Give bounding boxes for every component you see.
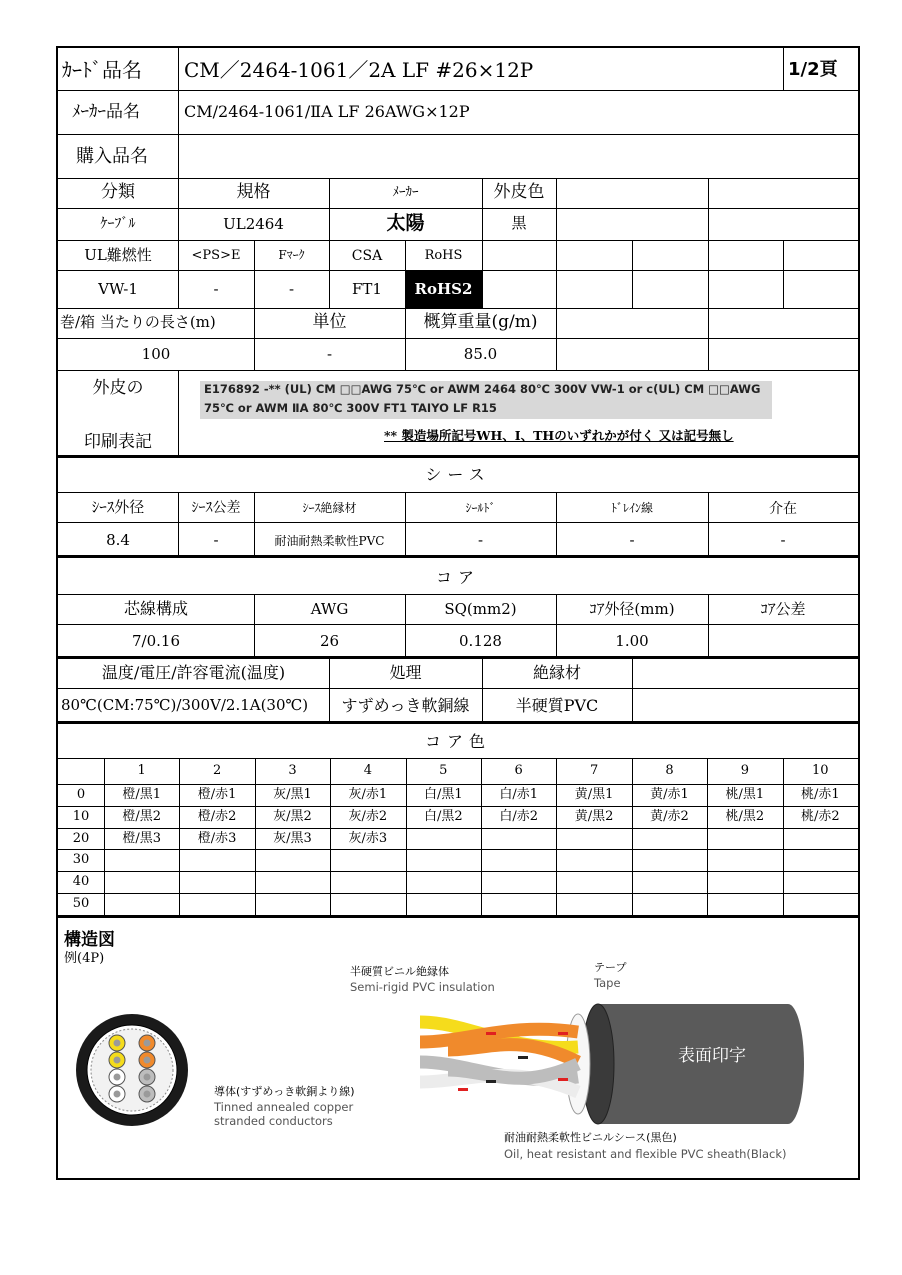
color-cell: 灰/赤2 xyxy=(348,808,388,824)
sheath-header-od: ｼｰｽ外径 xyxy=(91,498,145,516)
core-value-sq: 0.128 xyxy=(459,632,502,650)
color-cell: 白/赤1 xyxy=(499,787,539,802)
color-row-label: 10 xyxy=(72,808,90,824)
unit-label: 単位 xyxy=(312,312,347,332)
core-header-od: ｺｱ外径(mm) xyxy=(589,600,675,618)
sheath-value-shield: - xyxy=(477,531,484,549)
jacket-color-value: 黒 xyxy=(511,214,527,232)
color-col-header: 6 xyxy=(514,763,523,778)
color-cell: 灰/赤3 xyxy=(348,830,388,846)
insulation-value: 半硬質PVC xyxy=(515,696,599,715)
sheath-header-drain: ﾄﾞﾚｲﾝ線 xyxy=(610,501,653,515)
insulation-label-en: Semi-rigid PVC insulation xyxy=(350,980,495,994)
rohs-value: RoHS2 xyxy=(414,280,473,298)
color-cell: 橙/赤3 xyxy=(197,830,237,846)
standard-value: UL2464 xyxy=(223,215,284,233)
treatment-label: 処理 xyxy=(389,663,422,682)
weight-value: 85.0 xyxy=(463,345,498,363)
color-cell: 橙/黒3 xyxy=(122,830,162,846)
sheath-header-filler: 介在 xyxy=(769,501,797,517)
color-row-label: 0 xyxy=(76,787,86,802)
color-cell: 灰/黒1 xyxy=(273,787,312,802)
classification-value: ｹｰﾌﾞﾙ xyxy=(100,216,136,232)
sheath-value-drain: - xyxy=(629,531,635,549)
purchase-name-label: 購入品名 xyxy=(76,146,148,167)
color-col-header: 1 xyxy=(137,763,146,778)
manufacturer-label: ﾒｰｶｰ xyxy=(392,185,419,200)
temp-label: 温度/電圧/許容電流(温度) xyxy=(101,663,286,682)
color-col-header: 8 xyxy=(665,763,674,778)
color-col-header: 9 xyxy=(740,763,750,778)
sheath-header-material: ｼｰｽ絶縁材 xyxy=(302,501,357,515)
page-number: 1/2頁 xyxy=(788,59,838,80)
conductor-label-jp: 導体(すずめっき軟銅より線) xyxy=(214,1085,355,1098)
printing-line-1: E176892 -** (UL) CM □□AWG 75℃ or AWM 2464 80℃ 300V VW-1 or c(UL) CM □□AWG xyxy=(204,382,761,396)
standard-label: 規格 xyxy=(236,182,271,202)
conductor-label-en-1: Tinned annealed copper xyxy=(214,1100,354,1114)
color-cell: 白/黒2 xyxy=(423,808,463,824)
csa-label: CSA xyxy=(351,248,383,264)
rohs-label: RoHS xyxy=(424,248,463,263)
printing-line-2: 75℃ or AWM ⅡA 80℃ 300V FT1 TAIYO LF R15 xyxy=(204,401,497,415)
jacket-color-label: 外皮色 xyxy=(493,182,545,202)
card-name-value: CM／2464-1061／2A LF #26×12P xyxy=(184,58,534,82)
color-cell: 黄/赤1 xyxy=(650,787,689,802)
color-col-header: 2 xyxy=(212,763,222,778)
insulation-label-jp: 半硬質ビニル絶縁体 xyxy=(350,965,449,978)
core-header-sq: SQ(mm2) xyxy=(444,600,517,618)
color-col-header: 5 xyxy=(439,763,448,778)
color-cell: 桃/黒1 xyxy=(725,787,765,802)
temp-value: 80℃(CM:75℃)/300V/2.1A(30℃) xyxy=(61,696,309,714)
color-row-label: 20 xyxy=(72,830,90,846)
treatment-value: すずめっき軟銅線 xyxy=(341,696,470,715)
sheath-label-en: Oil, heat resistant and flexible PVC sheath(Black) xyxy=(504,1147,787,1161)
color-col-header: 10 xyxy=(812,763,829,778)
classification-label: 分類 xyxy=(101,182,135,202)
sheath-header-shield: ｼｰﾙﾄﾞ xyxy=(465,501,496,515)
color-cell: 黄/黒2 xyxy=(574,808,614,824)
sheath-value-od: 8.4 xyxy=(106,531,130,549)
color-cell: 桃/赤2 xyxy=(800,808,840,824)
color-cell: 橙/黒2 xyxy=(122,808,162,824)
core-header-strand: 芯線構成 xyxy=(123,599,188,618)
core-value-od: 1.00 xyxy=(615,632,649,650)
sheath-label-jp: 耐油耐熱柔軟性ビニルシース(黒色) xyxy=(504,1131,677,1144)
ul-flame-value: VW-1 xyxy=(98,280,138,298)
printing-label-bottom: 印刷表記 xyxy=(84,432,152,452)
maker-name-value: CM/2464-1061/ⅡA LF 26AWG×12P xyxy=(184,102,470,121)
core-value-strand: 7/0.16 xyxy=(132,632,180,650)
unit-value: - xyxy=(326,345,333,363)
length-label: 巻/箱 当たりの長さ(m) xyxy=(60,313,216,331)
core-color-title: コア色 xyxy=(424,732,491,751)
sheath-section-title: シース xyxy=(425,465,491,484)
diagram-example: 例(4P) xyxy=(64,951,105,966)
manufacturer-value: 太陽 xyxy=(386,212,425,234)
maker-name-label: ﾒｰｶｰ品名 xyxy=(72,102,140,122)
color-row-label: 30 xyxy=(72,852,90,868)
surface-print-label: 表面印字 xyxy=(678,1046,746,1066)
tape-label-jp: テープ xyxy=(594,961,627,974)
color-row-label: 50 xyxy=(72,896,90,911)
printing-label-top: 外皮の xyxy=(92,378,144,398)
length-value: 100 xyxy=(141,345,171,363)
core-header-tol: ｺｱ公差 xyxy=(760,600,806,618)
cable-side-diagram xyxy=(408,992,818,1132)
insulation-label: 絶縁材 xyxy=(532,663,581,682)
csa-value: FT1 xyxy=(352,280,382,298)
conductor-label-en-2: stranded conductors xyxy=(214,1114,333,1128)
sheath-value-tol: - xyxy=(213,531,219,549)
color-cell: 桃/赤1 xyxy=(800,787,840,802)
cross-section-diagram xyxy=(72,1010,192,1130)
tape-label-en: Tape xyxy=(594,976,621,990)
spec-sheet xyxy=(56,46,860,1180)
color-cell: 桃/黒2 xyxy=(725,808,765,824)
color-cell: 黄/赤2 xyxy=(650,808,689,824)
color-col-header: 3 xyxy=(288,763,297,778)
color-cell: 橙/黒1 xyxy=(122,787,162,802)
diagram-title: 構造図 xyxy=(64,930,115,950)
color-row-label: 40 xyxy=(72,874,90,890)
color-cell: 橙/赤1 xyxy=(197,787,237,802)
color-col-header: 4 xyxy=(363,763,373,778)
core-header-awg: AWG xyxy=(310,600,349,618)
color-cell: 白/黒1 xyxy=(423,787,463,802)
color-cell: 灰/黒3 xyxy=(273,830,312,846)
weight-label: 概算重量(g/m) xyxy=(423,312,538,332)
core-section-title: コア xyxy=(435,568,480,587)
color-cell: 黄/黒1 xyxy=(574,787,614,802)
color-cell: 白/赤2 xyxy=(499,808,539,824)
color-cell: 橙/赤2 xyxy=(197,808,237,824)
sheath-header-tol: ｼｰｽ公差 xyxy=(191,500,241,516)
color-col-header: 7 xyxy=(589,763,599,778)
fmark-label: Fﾏｰｸ xyxy=(278,248,305,262)
color-cell: 灰/赤1 xyxy=(348,787,388,802)
ul-flame-label: UL難燃性 xyxy=(84,246,152,264)
sheath-value-filler: - xyxy=(780,531,786,549)
sheath-value-material: 耐油耐熱柔軟性PVC xyxy=(274,534,385,548)
fmark-value: - xyxy=(288,280,295,298)
core-value-awg: 26 xyxy=(319,632,340,650)
color-cell: 灰/黒2 xyxy=(273,808,312,824)
pse-label: <PS>E xyxy=(191,248,241,263)
printing-note: ** 製造場所記号WH、I、THのいずれかが付く 又は記号無し xyxy=(384,428,734,443)
card-name-label: ｶｰﾄﾞ品名 xyxy=(62,58,142,82)
pse-value: - xyxy=(213,280,219,298)
